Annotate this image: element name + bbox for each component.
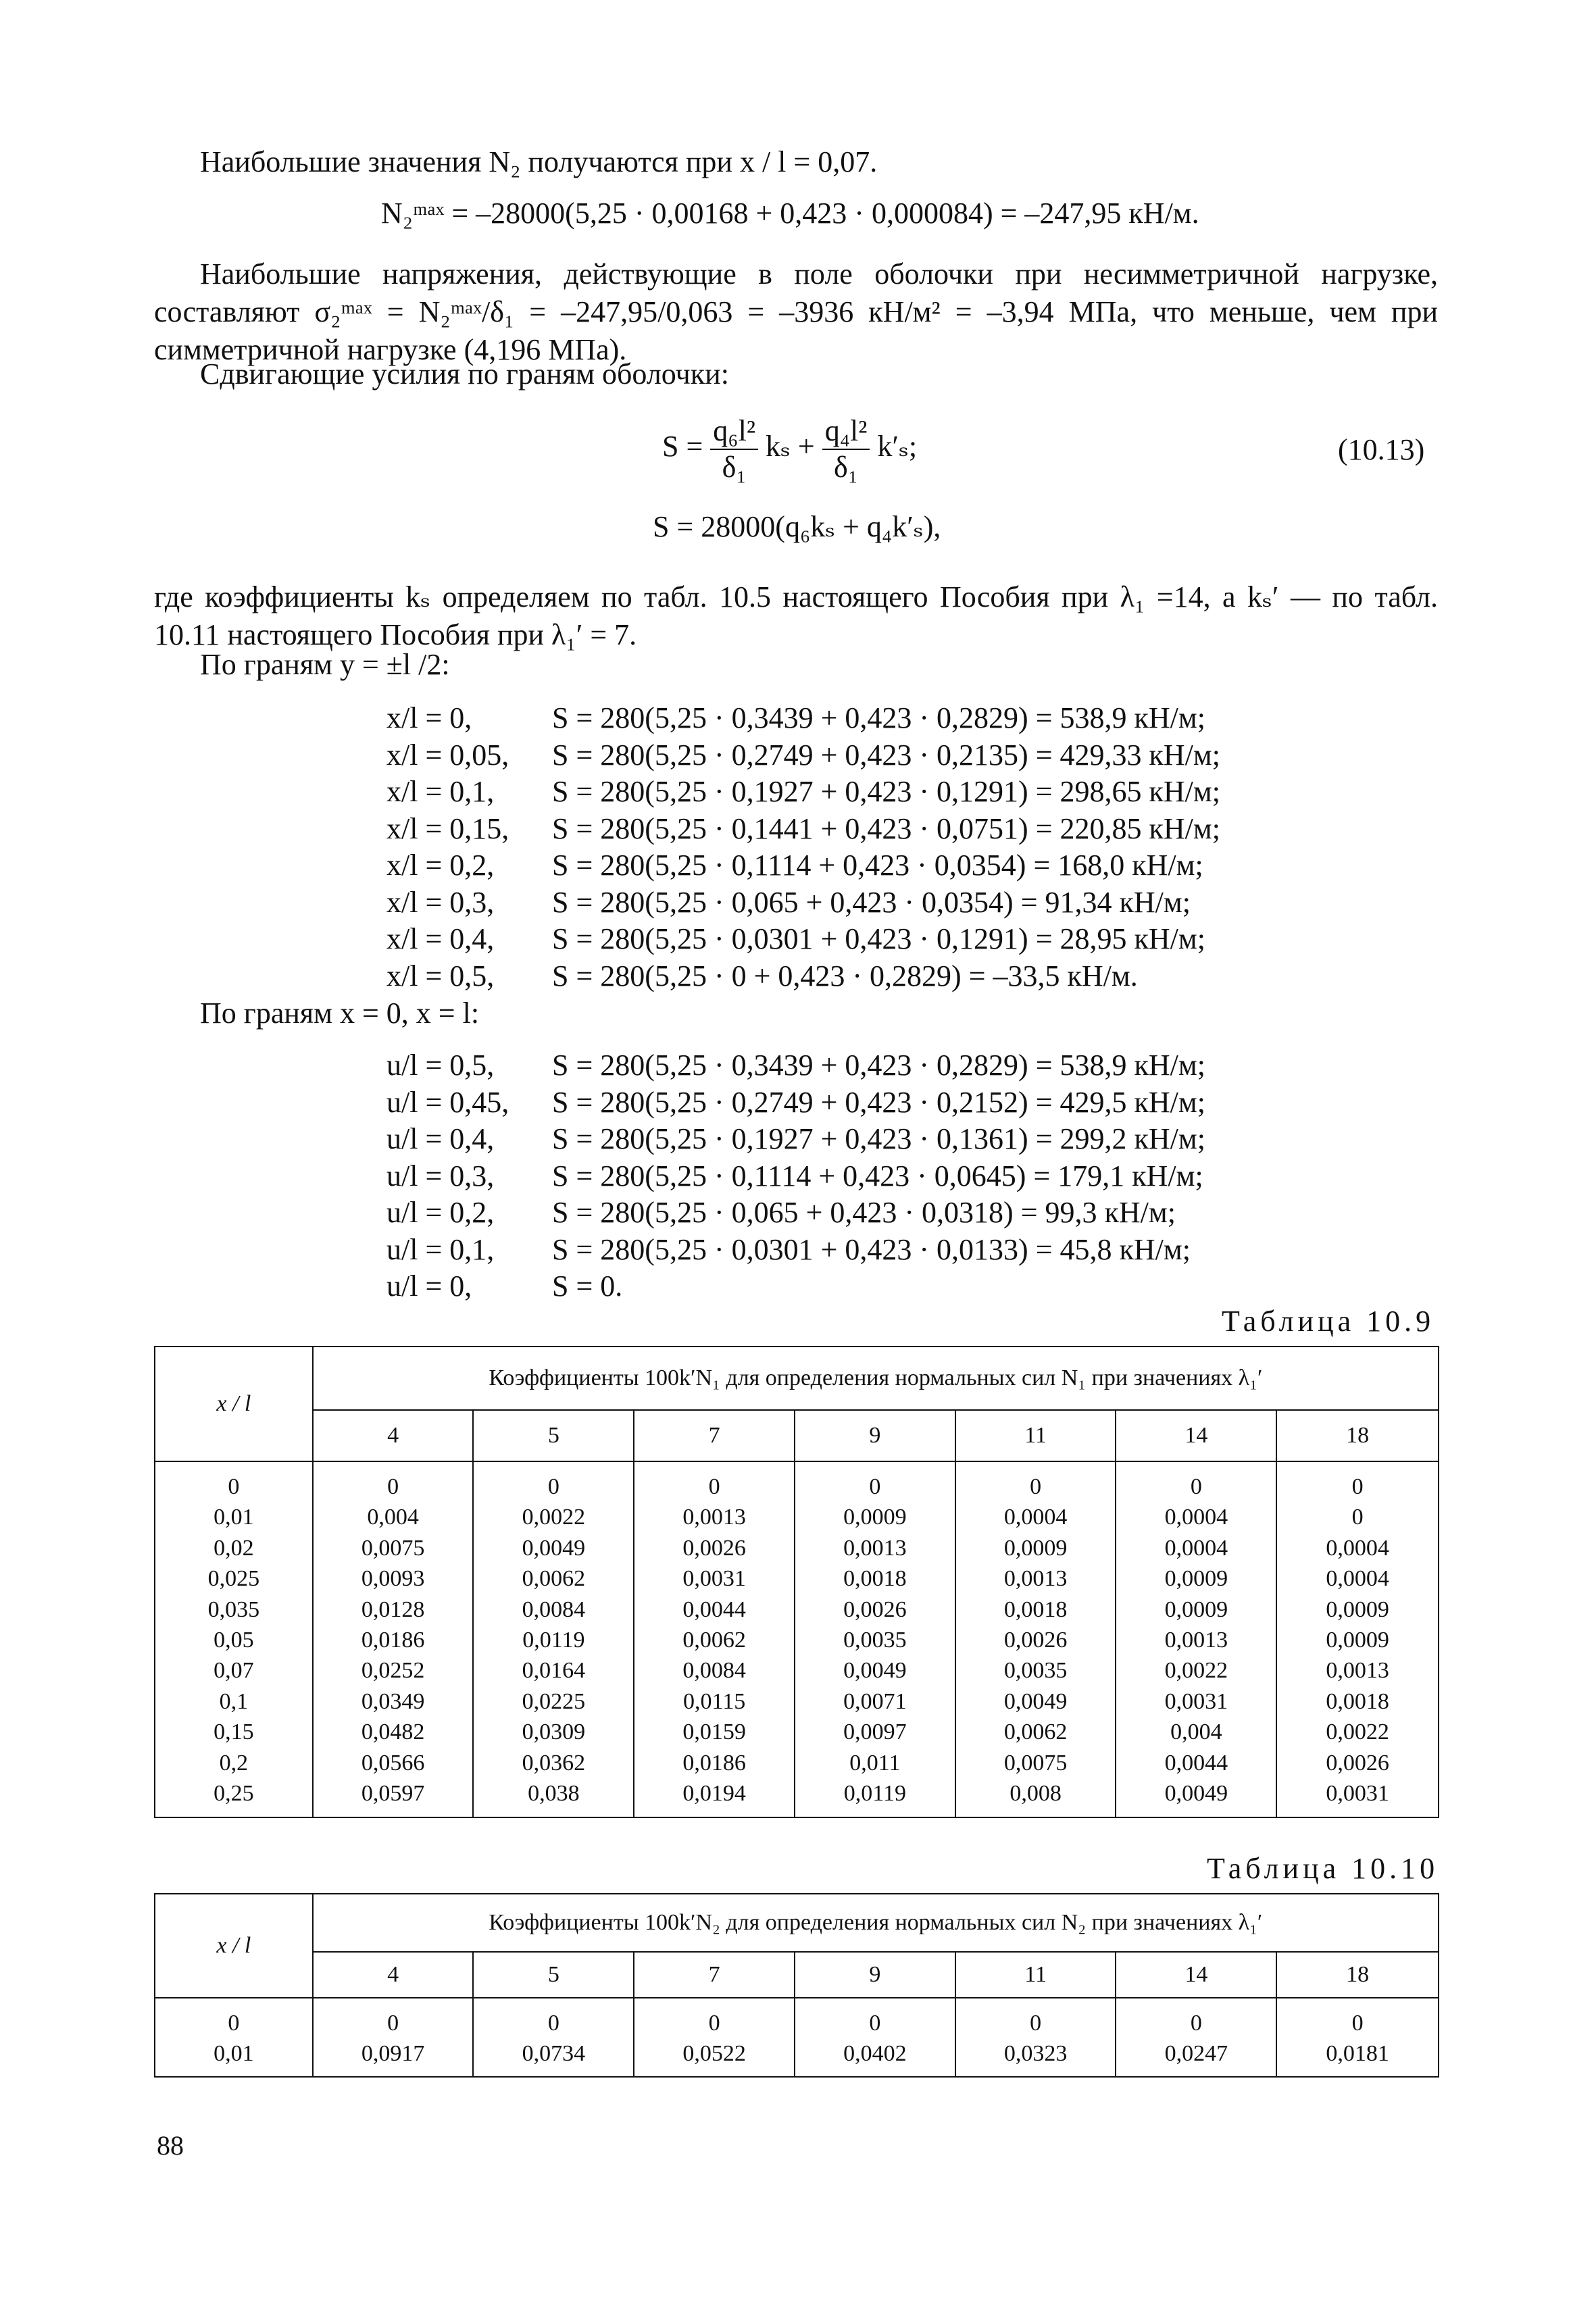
faces-x-heading: По граням x = 0, x = l:	[200, 997, 480, 1030]
coeff-value: 0,0049	[522, 1535, 586, 1561]
calc-row-argument: u/l = 0,	[386, 1269, 472, 1303]
formula-expanded: S = 28000(q₆kₛ + q₄k′ₛ),	[653, 510, 941, 543]
xl-value: 0,2	[219, 1750, 249, 1776]
coeff-value: 0,0031	[682, 1566, 746, 1592]
coeff-column	[1276, 1461, 1439, 1817]
coeff-value: 0,0093	[361, 1566, 425, 1592]
calc-row	[386, 1268, 1205, 1305]
row-header-label: x / l	[216, 1933, 251, 1958]
coeff-value: 0,0031	[1164, 1688, 1228, 1714]
coeff-value: 0,0031	[1326, 1781, 1389, 1807]
coeff-value: 0,0225	[522, 1688, 586, 1714]
coeff-value: 0	[1030, 1474, 1042, 1499]
coeff-value: 0,004	[367, 1505, 419, 1530]
coeff-value: 0,0071	[843, 1688, 907, 1714]
coeff-value: 0,0323	[1003, 2041, 1068, 2067]
lambda-value: 11	[1024, 1962, 1047, 1987]
lambda-value: 14	[1184, 1423, 1208, 1448]
table-body-row	[155, 1998, 1439, 2077]
lambda-header-cell	[1116, 1410, 1276, 1461]
coeff-value: 0,0075	[361, 1535, 425, 1561]
coeff-value: 0,0566	[361, 1750, 425, 1776]
calc-row-argument: u/l = 0,45,	[386, 1085, 509, 1119]
table-10-10-caption: Таблица 10.10	[1207, 1852, 1439, 1885]
calc-row	[386, 921, 1220, 958]
coeff-value: 0,0004	[1326, 1566, 1389, 1592]
coeff-column	[634, 1998, 795, 2077]
coeff-value: 0,0119	[522, 1628, 585, 1653]
calc-row-result: S = 280(5,25 · 0,2749 + 0,423 · 0,2135) = 429,33 кН/м;	[552, 738, 1220, 772]
calc-row	[386, 700, 1220, 737]
calc-row-result: S = 280(5,25 · 0,0301 + 0,423 · 0,1291) = 28,95 кН/м;	[552, 922, 1205, 955]
calc-row	[386, 958, 1220, 995]
coeff-value: 0,0482	[361, 1719, 425, 1745]
coeff-value: 0,0084	[682, 1658, 746, 1684]
coeff-value: 0	[708, 2011, 720, 2036]
row-header-label: x / l	[216, 1391, 251, 1416]
calc-row	[386, 1158, 1205, 1195]
coeff-value: 0,0075	[1003, 1750, 1068, 1776]
coeff-value: 0	[547, 2011, 559, 2036]
coeff-value: 0,0018	[843, 1566, 907, 1592]
lambda-value: 11	[1024, 1423, 1047, 1448]
xl-value: 0	[228, 1474, 240, 1499]
coeff-column	[634, 1461, 795, 1817]
coeff-value: 0,0044	[682, 1596, 746, 1622]
xl-value: 0,15	[214, 1719, 254, 1745]
fraction-q6-denominator: δ₁	[722, 451, 747, 484]
coeff-value: 0	[1190, 2011, 1202, 2036]
intro-line: Наибольшие значения N₂ получаются при x / l = 0,07.	[200, 145, 878, 178]
calc-row-result: S = 280(5,25 · 0,3439 + 0,423 · 0,2829) = 538,9 кН/м;	[552, 1049, 1205, 1082]
coeff-value: 0,0084	[522, 1596, 586, 1622]
xl-value: 0,035	[207, 1596, 260, 1622]
coeff-value: 0,0026	[843, 1596, 907, 1622]
table-10-9	[154, 1346, 1439, 1818]
calc-row-argument: x/l = 0,5,	[386, 959, 495, 992]
coeff-value: 0,008	[1009, 1781, 1062, 1807]
calc-row-argument: x/l = 0,15,	[386, 811, 509, 845]
fraction-q6	[710, 413, 758, 485]
coeff-column	[473, 1461, 634, 1817]
coeff-value: 0,0009	[1164, 1596, 1228, 1622]
formula-term2-k: k′ₛ;	[877, 430, 918, 463]
lambda-value: 4	[387, 1962, 399, 1987]
equation-n2-max: N₂ᵐᵃˣ = –28000(5,25 · 0,00168 + 0,423 · 0,000084) = –247,95 кН/м.	[381, 197, 1199, 230]
table-10-9-caption: Таблица 10.9	[1222, 1305, 1435, 1338]
coeff-value: 0,0049	[1164, 1781, 1228, 1807]
calc-row-argument: u/l = 0,2,	[386, 1196, 495, 1229]
calc-row-result: S = 280(5,25 · 0,065 + 0,423 · 0,0318) = 99,3 кН/м;	[552, 1196, 1176, 1229]
lambda-header-cell	[955, 1410, 1116, 1461]
lambda-header-cell	[955, 1952, 1116, 1998]
coeff-value: 0,0049	[1003, 1688, 1068, 1714]
coeff-value: 0,0022	[1164, 1658, 1228, 1684]
coeff-value: 0,0013	[843, 1535, 907, 1561]
calc-row-argument: x/l = 0,3,	[386, 885, 495, 919]
coeff-value: 0	[387, 2011, 399, 2036]
coeff-value: 0,0349	[361, 1688, 425, 1714]
lambda-header-row	[155, 1952, 1439, 1998]
table-header-row	[155, 1894, 1439, 1952]
lambda-value: 18	[1346, 1962, 1370, 1987]
coeff-value: 0,0013	[1003, 1566, 1068, 1592]
calc-row-argument: x/l = 0,1,	[386, 775, 495, 808]
lambda-header-cell	[473, 1410, 634, 1461]
lambda-value: 9	[869, 1962, 881, 1987]
lambda-header-cell	[795, 1410, 955, 1461]
formula-lhs: S =	[662, 430, 703, 463]
calc-row-result: S = 280(5,25 · 0,1927 + 0,423 · 0,1291) = 298,65 кН/м;	[552, 775, 1220, 808]
coeff-value: 0,0194	[682, 1781, 746, 1807]
calc-row-argument: u/l = 0,3,	[386, 1159, 495, 1192]
coeff-column	[1116, 1461, 1276, 1817]
xl-value: 0,05	[214, 1628, 254, 1653]
lambda-value: 7	[708, 1962, 720, 1987]
coeff-value: 0	[869, 1474, 881, 1499]
coeff-value: 0,0009	[1003, 1535, 1068, 1561]
calc-row	[386, 1084, 1205, 1122]
coeff-value: 0,0062	[682, 1628, 746, 1653]
coeff-value: 0	[387, 1474, 399, 1499]
lambda-header-cell	[1116, 1952, 1276, 1998]
coeff-value: 0,0009	[1326, 1596, 1389, 1622]
lambda-value: 5	[547, 1423, 559, 1448]
coeff-value: 0,0013	[682, 1505, 746, 1530]
coeff-value: 0,0164	[522, 1658, 586, 1684]
coeff-value: 0,0119	[843, 1781, 906, 1807]
calc-row	[386, 1194, 1205, 1232]
formula-10-13	[662, 413, 917, 485]
group-header-cell	[313, 1347, 1439, 1410]
coeff-value: 0,0004	[1164, 1505, 1228, 1530]
coeff-value: 0,0597	[361, 1781, 425, 1807]
group-header-cell	[313, 1894, 1439, 1952]
paragraph-coefficients: где коэффициенты kₛ определяем по табл. 10.5 настоящего Пособия при λ₁ =14, а kₛ′ — по табл. 10.11 настоящего Пособия при λ₁′ = 7.	[154, 580, 1438, 651]
fraction-q4	[822, 413, 870, 485]
coeff-value: 0,0062	[522, 1566, 586, 1592]
calc-row-result: S = 280(5,25 · 0 + 0,423 · 0,2829) = –33,5 кН/м.	[552, 959, 1138, 992]
lambda-value: 7	[708, 1423, 720, 1448]
coeff-value: 0,011	[849, 1750, 901, 1776]
calc-row-argument: u/l = 0,4,	[386, 1122, 495, 1155]
xl-value: 0,07	[214, 1658, 254, 1684]
table-body-row	[155, 1461, 1439, 1817]
coeff-value: 0,0362	[522, 1750, 586, 1776]
lambda-header-cell	[1276, 1410, 1439, 1461]
fraction-q4-numerator: q₄l²	[822, 413, 870, 450]
coeff-value: 0	[869, 2011, 881, 2036]
coeff-value: 0,0247	[1164, 2041, 1228, 2067]
group-header-label: Коэффициенты 100k′N₂ для определения нормальных сил N₂ при значениях λ₁′	[489, 1910, 1263, 1935]
coeff-value: 0	[1351, 1505, 1364, 1530]
calc-row-result: S = 0.	[552, 1269, 623, 1303]
coeff-value: 0,0004	[1003, 1505, 1068, 1530]
coeff-value: 0,0159	[682, 1719, 746, 1745]
lambda-header-cell	[1276, 1952, 1439, 1998]
coeff-value: 0	[547, 1474, 559, 1499]
coeff-column	[473, 1998, 634, 2077]
xl-column	[155, 1461, 313, 1817]
lambda-value: 5	[547, 1962, 559, 1987]
calc-row-argument: x/l = 0,2,	[386, 849, 495, 882]
coeff-value: 0,0186	[682, 1750, 746, 1776]
calc-row	[386, 1121, 1205, 1158]
xl-value: 0,25	[214, 1781, 254, 1807]
coeff-value: 0,0009	[1326, 1628, 1389, 1653]
calc-row	[386, 847, 1220, 884]
coeff-column	[1276, 1998, 1439, 2077]
coeff-column	[955, 1461, 1116, 1817]
coeff-value: 0,004	[1170, 1719, 1222, 1745]
xl-value: 0,1	[219, 1688, 249, 1714]
coeff-value: 0,0115	[682, 1688, 746, 1714]
coeff-value: 0,0004	[1326, 1535, 1389, 1561]
calc-row	[386, 774, 1220, 811]
table-10-10	[154, 1893, 1439, 2078]
lambda-header-cell	[795, 1952, 955, 1998]
coeff-value: 0	[1190, 1474, 1202, 1499]
shear-heading: Сдвигающие усилия по граням оболочки:	[200, 357, 729, 391]
row-header-cell	[155, 1347, 313, 1461]
coeff-value: 0,0026	[682, 1535, 746, 1561]
page-number: 88	[157, 2130, 184, 2161]
coeff-column	[955, 1998, 1116, 2077]
calc-row	[386, 884, 1220, 922]
coeff-value: 0	[708, 1474, 720, 1499]
paragraph-stress: Наибольшие напряжения, действующие в поле оболочки при несимметричной нагрузке, составляют σ₂ᵐᵃˣ = N₂ᵐᵃˣ/δ₁ = –247,95/0,063 = –3936 кН/м² = –3,94 МПа, что меньше, чем при симметричной нагрузке (4,196 МПа).	[154, 257, 1438, 366]
coeff-value: 0,038	[528, 1781, 580, 1807]
coeff-value: 0	[1351, 2011, 1364, 2036]
coeff-value: 0,0734	[522, 2041, 586, 2067]
coeff-value: 0,0049	[843, 1658, 907, 1684]
coeff-value: 0,0035	[1003, 1658, 1068, 1684]
coeff-value: 0,0013	[1326, 1658, 1389, 1684]
equation-number: (10.13)	[1338, 433, 1425, 466]
coeff-value: 0,0013	[1164, 1628, 1228, 1653]
calc-row-result: S = 280(5,25 · 0,1114 + 0,423 · 0,0645) = 179,1 кН/м;	[552, 1159, 1203, 1192]
coeff-column	[795, 1461, 955, 1817]
coeff-value: 0,0004	[1164, 1535, 1228, 1561]
fraction-q4-denominator: δ₁	[834, 451, 859, 484]
coeff-column	[313, 1461, 474, 1817]
coeff-value: 0,0018	[1003, 1596, 1068, 1622]
coeff-value: 0,0022	[1326, 1719, 1389, 1745]
lambda-header-cell	[634, 1410, 795, 1461]
lambda-header-cell	[313, 1952, 474, 1998]
coeff-value: 0,0022	[522, 1505, 586, 1530]
lambda-header-row	[155, 1410, 1439, 1461]
calc-row	[386, 737, 1220, 774]
lambda-header-cell	[313, 1410, 474, 1461]
lambda-value: 14	[1184, 1962, 1208, 1987]
coeff-value: 0,0917	[361, 2041, 425, 2067]
coeff-value: 0,0009	[1164, 1566, 1228, 1592]
coeff-column	[795, 1998, 955, 2077]
coeff-value: 0,0522	[682, 2041, 746, 2067]
calc-row	[386, 1232, 1205, 1269]
coeff-value: 0,0402	[843, 2041, 907, 2067]
coeff-value: 0,0035	[843, 1628, 907, 1653]
table-header-row	[155, 1347, 1439, 1410]
coeff-value: 0	[1030, 2011, 1042, 2036]
xl-column	[155, 1998, 313, 2077]
calc-row-result: S = 280(5,25 · 0,2749 + 0,423 · 0,2152) = 429,5 кН/м;	[552, 1085, 1205, 1119]
lambda-header-cell	[473, 1952, 634, 1998]
calc-row-result: S = 280(5,25 · 0,1114 + 0,423 · 0,0354) = 168,0 кН/м;	[552, 849, 1203, 882]
formula-term1-k: kₛ +	[766, 430, 815, 463]
coeff-value: 0	[1351, 1474, 1364, 1499]
fraction-q6-numerator: q₆l²	[710, 413, 758, 450]
calc-list-x	[386, 1047, 1205, 1305]
coeff-column	[313, 1998, 474, 2077]
xl-value: 0,02	[214, 1535, 254, 1561]
calc-list-y	[386, 700, 1220, 995]
faces-y-heading: По граням y = ±l /2:	[200, 648, 450, 681]
coeff-value: 0,0044	[1164, 1750, 1228, 1776]
xl-value: 0	[228, 2011, 240, 2036]
calc-row-result: S = 280(5,25 · 0,065 + 0,423 · 0,0354) = 91,34 кН/м;	[552, 885, 1191, 919]
lambda-value: 4	[387, 1423, 399, 1448]
group-header-label: Коэффициенты 100k′N₁ для определения нормальных сил N₁ при значениях λ₁′	[489, 1365, 1263, 1390]
row-header-cell	[155, 1894, 313, 1998]
calc-row-result: S = 280(5,25 · 0,1441 + 0,423 · 0,0751) = 220,85 кН/м;	[552, 811, 1220, 845]
coeff-value: 0,0309	[522, 1719, 586, 1745]
coeff-value: 0,0252	[361, 1658, 425, 1684]
calc-row-result: S = 280(5,25 · 0,3439 + 0,423 · 0,2829) = 538,9 кН/м;	[552, 701, 1205, 734]
lambda-value: 9	[869, 1423, 881, 1448]
lambda-header-cell	[634, 1952, 795, 1998]
coeff-column	[1116, 1998, 1276, 2077]
calc-row-argument: u/l = 0,1,	[386, 1232, 495, 1266]
calc-row-argument: x/l = 0,05,	[386, 738, 509, 772]
coeff-value: 0,0097	[843, 1719, 907, 1745]
xl-value: 0,01	[214, 1505, 254, 1530]
coeff-value: 0,0181	[1326, 2041, 1389, 2067]
xl-value: 0,01	[214, 2041, 254, 2067]
coeff-value: 0,0062	[1003, 1719, 1068, 1745]
calc-row	[386, 1047, 1205, 1084]
calc-row-result: S = 280(5,25 · 0,0301 + 0,423 · 0,0133) = 45,8 кН/м;	[552, 1232, 1191, 1266]
calc-row	[386, 811, 1220, 848]
xl-value: 0,025	[207, 1566, 260, 1592]
coeff-value: 0,0009	[843, 1505, 907, 1530]
coeff-value: 0,0026	[1326, 1750, 1389, 1776]
calc-row-argument: x/l = 0,4,	[386, 922, 495, 955]
coeff-value: 0,0186	[361, 1628, 425, 1653]
coeff-value: 0,0128	[361, 1596, 425, 1622]
coeff-value: 0,0026	[1003, 1628, 1068, 1653]
coeff-value: 0,0018	[1326, 1688, 1389, 1714]
calc-row-argument: x/l = 0,	[386, 701, 472, 734]
calc-row-argument: u/l = 0,5,	[386, 1049, 495, 1082]
calc-row-result: S = 280(5,25 · 0,1927 + 0,423 · 0,1361) = 299,2 кН/м;	[552, 1122, 1205, 1155]
lambda-value: 18	[1346, 1423, 1370, 1448]
